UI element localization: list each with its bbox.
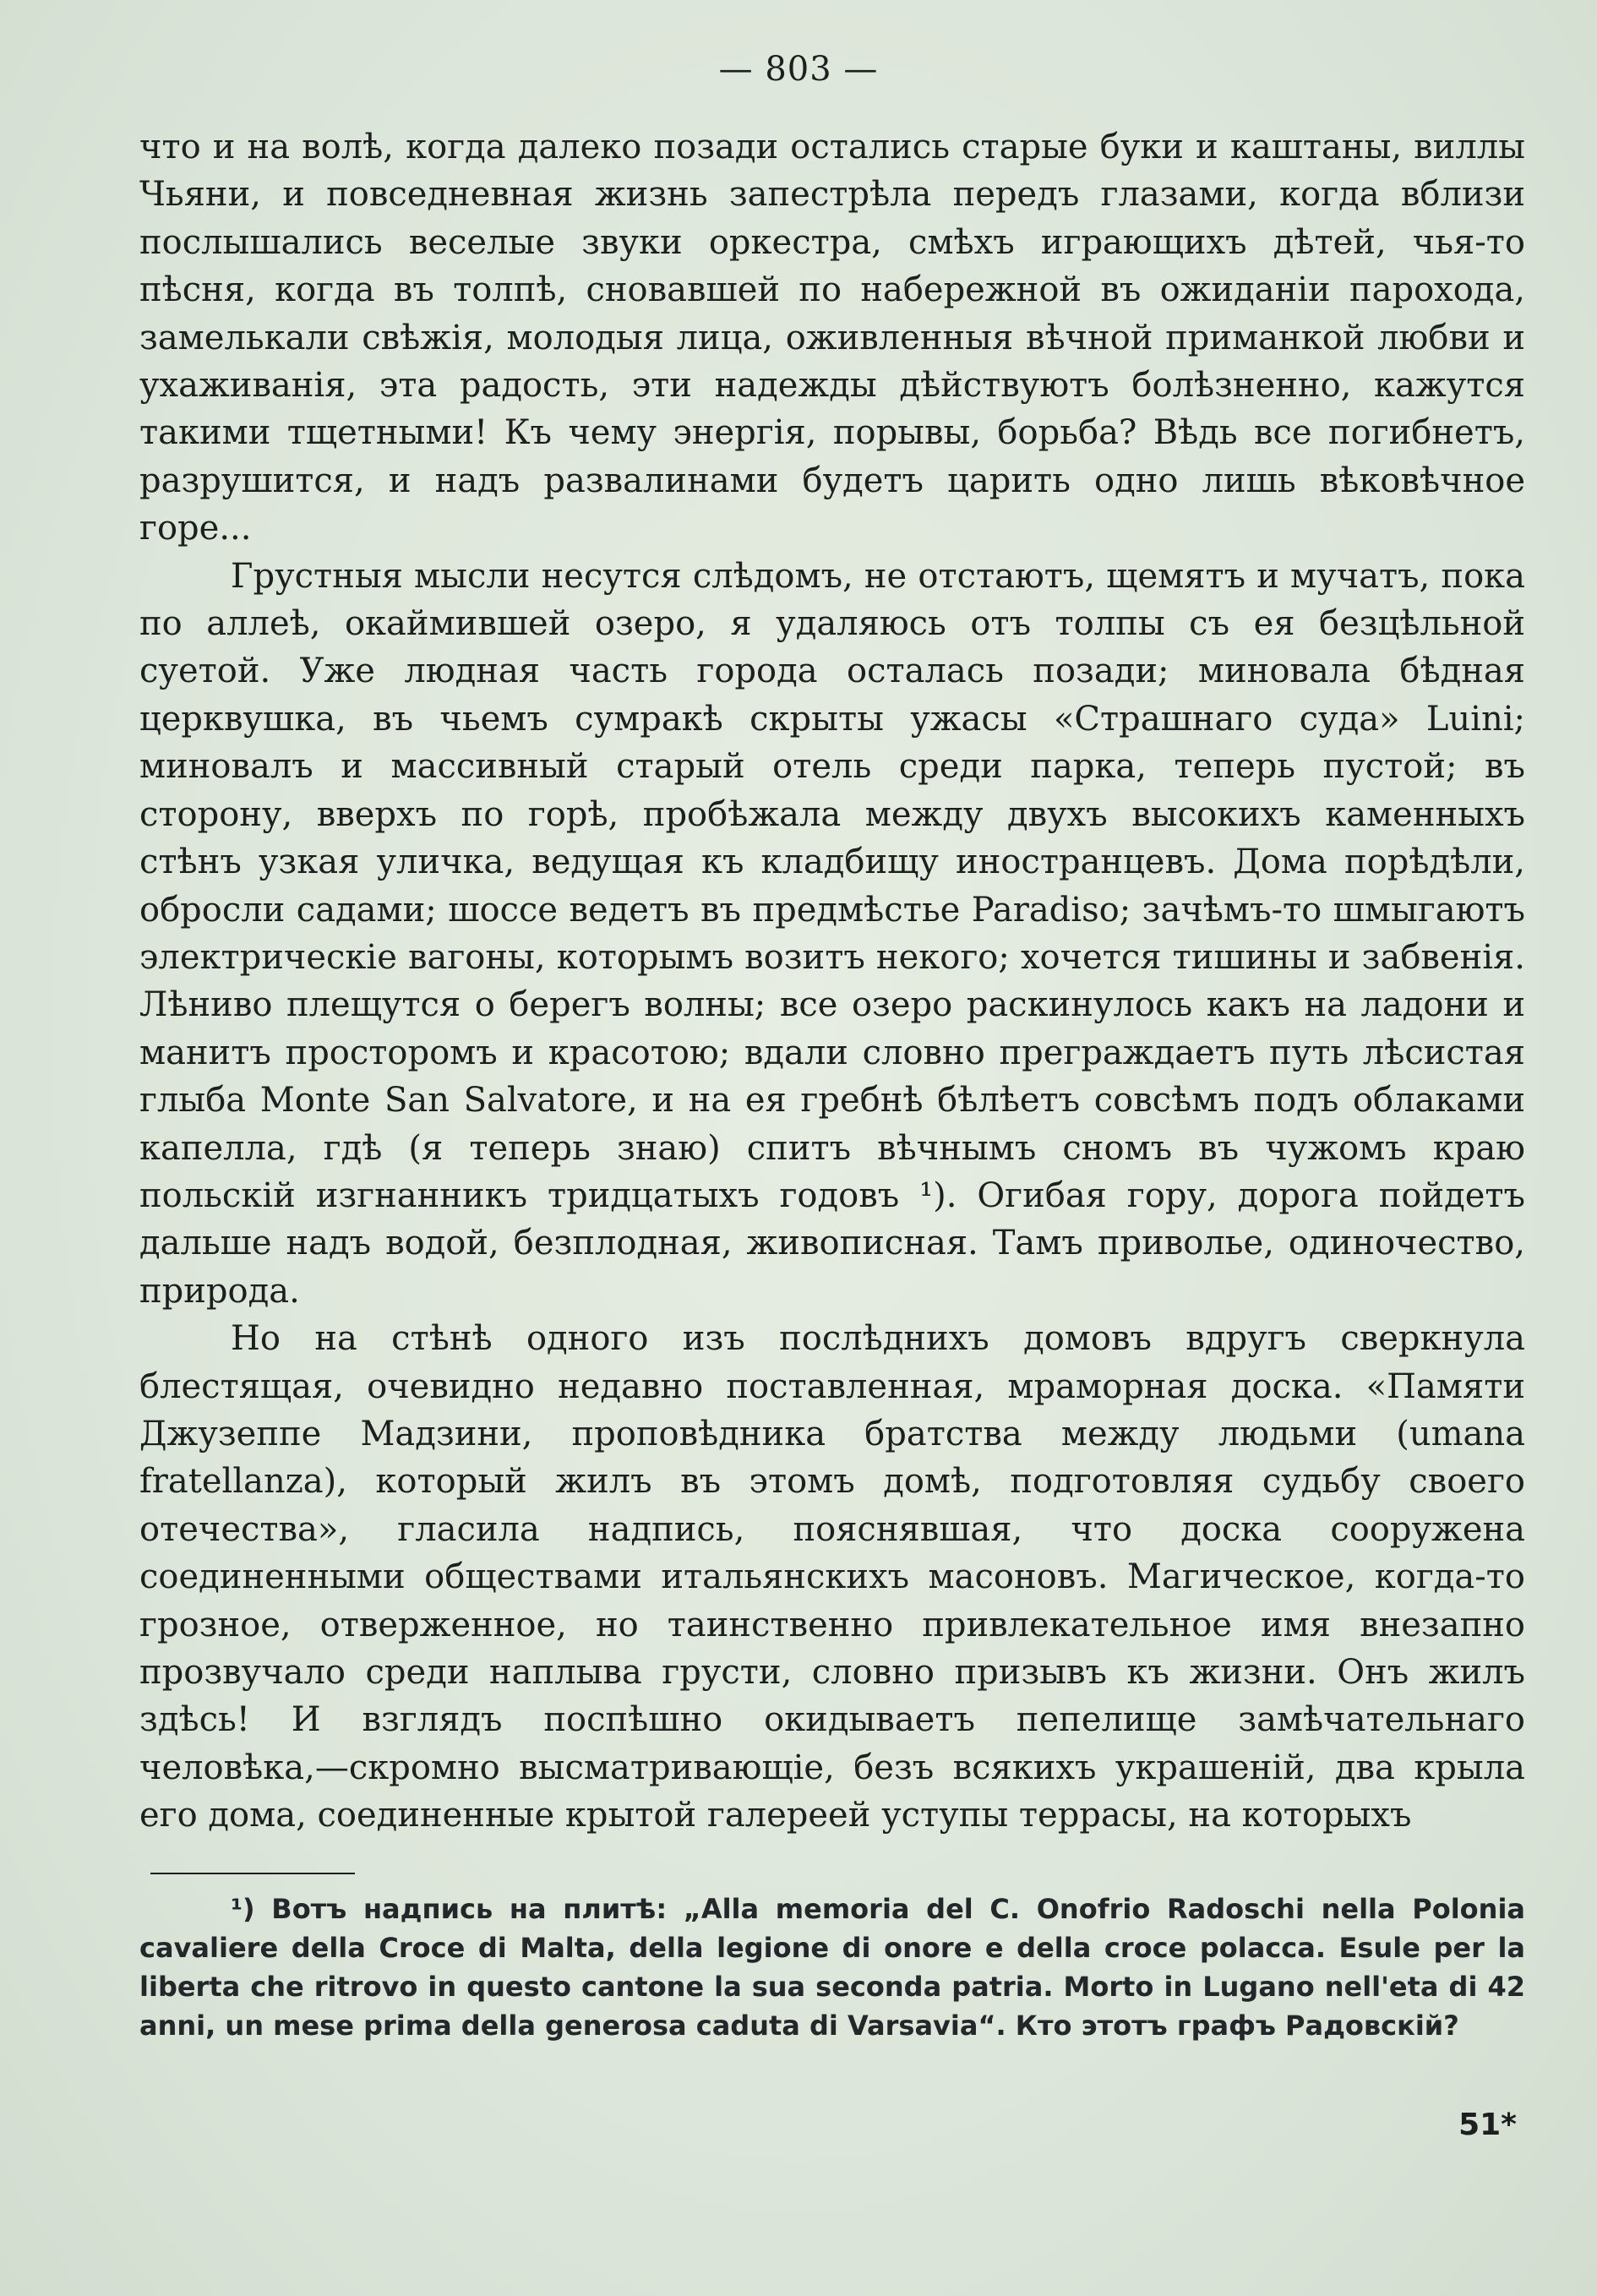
main-text (139, 123, 1525, 1840)
signature-mark: 51* (1458, 2108, 1517, 2142)
footnote-text: ¹) Вотъ надпись на плитѣ: „Alla memoria del C. Onofrio Radoschi nella Polonia cavaliere della Croce di Malta, della legione di onore e della croce polacca. Esule per la liberta che ritrovo in questo cantone la sua seconda patria. Morto in Lugano nell'eta di 42 anni, un mese prima della generosa caduta di Varsavia“. Кто этотъ графъ Радовскій? (139, 1893, 1525, 2042)
page-number: — 803 — (718, 50, 879, 89)
footnote-divider (150, 1873, 355, 1874)
paragraph: Грустныя мысли несутся слѣдомъ, не отстаютъ, щемятъ и мучатъ, пока по аллеѣ, окаймившей озеро, я удаляюсь отъ толпы съ ея безцѣльной суетой. Уже людная часть города осталась позади; миновала бѣдная церквушка, въ чьемъ сумракѣ скрыты ужасы «Страшнаго суда» Luini; миновалъ и массивный старый отель среди парка, теперь пустой; въ сторону, вверхъ по горѣ, пробѣжала между двухъ высокихъ каменныхъ стѣнъ узкая уличка, ведущая къ кладбищу иностранцевъ. Дома порѣдѣли, обросли садами; шоссе ведетъ въ предмѣстье Paradiso; зачѣмъ-то шмыгаютъ электрическіе вагоны, которымъ возитъ некого; хочется тишины и забвенія. Лѣниво плещутся о берегъ волны; все озеро раскинулось какъ на ладони и манитъ просторомъ и красотою; вдали словно преграждаетъ путь лѣсистая глыба Monte San Salvatore, и на ея гребнѣ бѣлѣетъ совсѣмъ подъ облаками капелла, гдѣ (я теперь знаю) спитъ вѣчнымъ сномъ въ чужомъ краю польскій изгнанникъ тридцатыхъ годовъ ¹). Огибая гору, дорога пойдетъ дальше надъ водой, безплодная, живописная. Тамъ приволье, одиночество, природа. (139, 556, 1525, 1311)
footnote (139, 1890, 1525, 2045)
paragraph: Но на стѣнѣ одного изъ послѣднихъ домовъ вдругъ сверкнула блестящая, очевидно недавно поставленная, мраморная доска. «Памяти Джузеппе Мадзини, проповѣдника братства между людьми (umana fratellanza), который жилъ въ этомъ домѣ, подготовляя судьбу своего отечества», гласила надпись, пояснявшая, что доска сооружена соединенными обществами итальянскихъ масоновъ. Магическое, когда-то грозное, отверженное, но таинственно привлекательное имя внезапно прозвучало среди наплыва грусти, словно призывъ къ жизни. Онъ жилъ здѣсь! И взглядъ поспѣшно окидываетъ пепелище замѣчательнаго человѣка,—скромно высматривающіе, безъ всякихъ украшеній, два крыла его дома, соединенные крытой галереей уступы террасы, на которыхъ (139, 1319, 1525, 1835)
paragraph: что и на волѣ, когда далеко позади остались старые буки и каштаны, виллы Чьяни, и повседневная жизнь запестрѣла передъ глазами, когда вблизи послышались веселые звуки оркестра, смѣхъ играющихъ дѣтей, чья-то пѣсня, когда въ толпѣ, сновавшей по набережной въ ожиданіи парохода, замелькали свѣжія, молодыя лица, оживленныя вѣчной приманкой любви и ухаживанія, эта радость, эти надежды дѣйствуютъ болѣзненно, кажутся такими тщетными! Къ чему энергія, порывы, борьба? Вѣдь все погибнетъ, разрушится, и надъ развалинами будетъ царить одно лишь вѣковѣчное горе... (139, 128, 1525, 548)
